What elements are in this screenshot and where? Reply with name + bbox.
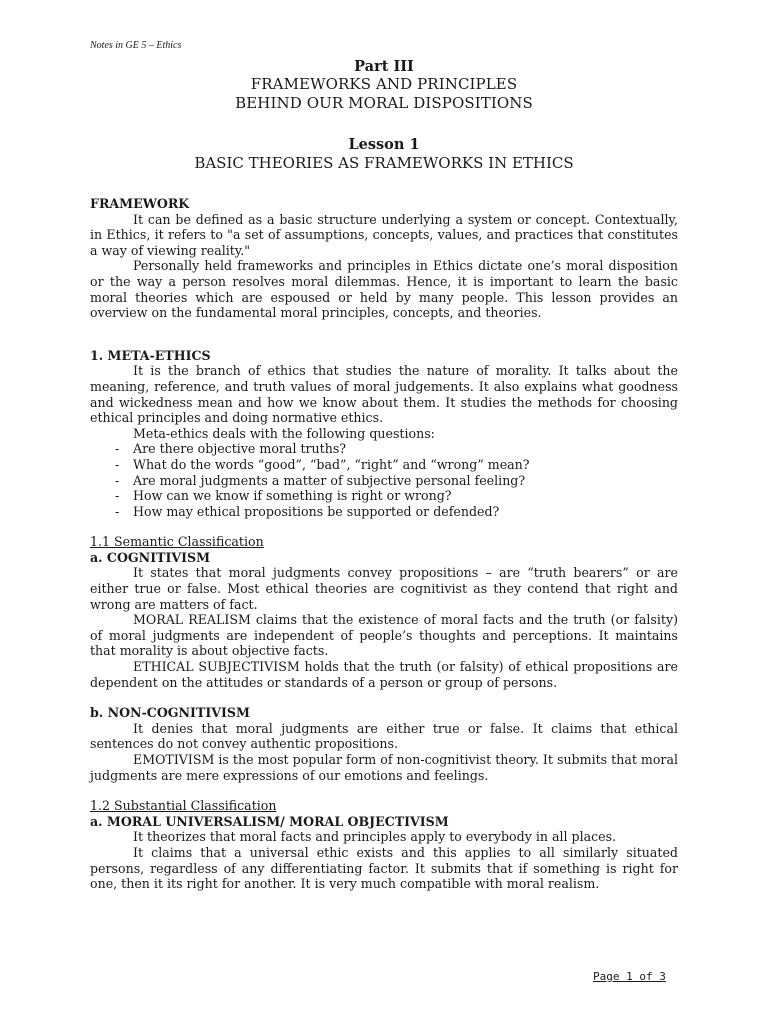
semantic-classification-heading: 1.1 Semantic Classification bbox=[90, 534, 264, 550]
moral-universalism-paragraph-2: It claims that a universal ethic exists and this applies to all similarly situated persons, regardless of any differentiating factor. It submits that if something is right for one, then it its right for another. It is very much compatible with moral realism. bbox=[90, 844, 678, 892]
list-item: - What do the words “good”, “bad”, “right” and “wrong” mean? bbox=[115, 456, 530, 472]
part-heading: Part III bbox=[354, 58, 414, 75]
cognitivism-heading: a. COGNITIVISM bbox=[90, 549, 211, 565]
cognitivism-paragraph-3: ETHICAL SUBJECTIVISM holds that the truth (or falsity) of ethical propositions are dependent on the attitudes or standards of a person or group of persons. bbox=[90, 659, 678, 690]
question-text: What do the words “good”, “bad”, “right” and “wrong” mean? bbox=[133, 456, 530, 472]
meta-ethics-paragraph-1: It is the branch of ethics that studies the nature of morality. It talks about the meaning, reference, and truth values of moral judgements. It also explains what goodness and wickedness mean and how we know about them. It studies the methods for choosing ethical principles and doing normative ethics. bbox=[90, 363, 678, 426]
page-content bbox=[90, 54, 678, 892]
list-item: - Are moral judgments a matter of subjective personal feeling? bbox=[115, 472, 526, 488]
list-item: - How may ethical propositions be supported or defended? bbox=[115, 503, 500, 519]
cognitivism-paragraph-1: It states that moral judgments convey propositions – are “truth bearers” or are either true or false. Most ethical theories are cognitivist as they contend that right and wrong are matters of fact. bbox=[90, 565, 678, 612]
framework-heading: FRAMEWORK bbox=[90, 196, 190, 211]
question-text: Are there objective moral truths? bbox=[133, 441, 347, 457]
question-text: How may ethical propositions be supported or defended? bbox=[133, 503, 500, 519]
lesson-title: BASIC THEORIES AS FRAMEWORKS IN ETHICS bbox=[194, 154, 574, 172]
substantial-classification-heading: 1.2 Substantial Classification bbox=[90, 798, 277, 814]
meta-ethics-paragraph-2: Meta-ethics deals with the following questions: bbox=[133, 425, 435, 441]
question-text: Are moral judgments a matter of subjective personal feeling? bbox=[133, 472, 526, 488]
page-number: Page 1 of 3 bbox=[593, 970, 666, 983]
cognitivism-paragraph-2: MORAL REALISM claims that the existence of moral facts and the truth (or falsity) of moral judgments are independent of people’s thoughts and perceptions. It maintains that morality is about objective facts. bbox=[90, 612, 678, 659]
meta-ethics-heading: 1. META-ETHICS bbox=[90, 347, 211, 363]
lesson-heading: Lesson 1 bbox=[348, 136, 420, 153]
moral-universalism-paragraph-1: It theorizes that moral facts and principles apply to everybody in all places. bbox=[133, 829, 617, 845]
question-text: How can we know if something is right or wrong? bbox=[133, 488, 452, 504]
non-cognitivism-paragraph-2: EMOTIVISM is the most popular form of non-cognitivist theory. It submits that moral judgments are mere expressions of our emotions and feelings. bbox=[90, 752, 678, 783]
framework-paragraph-2: Personally held frameworks and principles in Ethics dictate one’s moral disposition or the way a person resolves moral dilemmas. Hence, it is important to learn the basic moral theories which are espoused or held by many people. This lesson provides an overview on the fundamental moral principles, concepts, and theories. bbox=[90, 258, 678, 321]
list-item: - How can we know if something is right or wrong? bbox=[115, 488, 452, 504]
meta-ethics-questions bbox=[90, 441, 678, 519]
title-line-1: FRAMEWORKS AND PRINCIPLES bbox=[250, 75, 518, 93]
list-item: - Are there objective moral truths? bbox=[115, 441, 347, 457]
running-head: Notes in GE 5 – Ethics bbox=[90, 40, 182, 51]
framework-paragraph-1: It can be defined as a basic structure underlying a system or concept. Contextually, in Ethics, it refers to "a set of assumptions, concepts, values, and practices that constitutes a way of viewing reality." bbox=[90, 211, 678, 258]
moral-universalism-heading: a. MORAL UNIVERSALISM/ MORAL OBJECTIVISM bbox=[90, 813, 449, 829]
title-line-2: BEHIND OUR MORAL DISPOSITIONS bbox=[235, 94, 533, 112]
non-cognitivism-paragraph-1: It denies that moral judgments are either true or false. It claims that ethical sentences do not convey authentic propositions. bbox=[90, 720, 678, 752]
non-cognitivism-heading: b. NON-COGNITIVISM bbox=[90, 705, 250, 721]
